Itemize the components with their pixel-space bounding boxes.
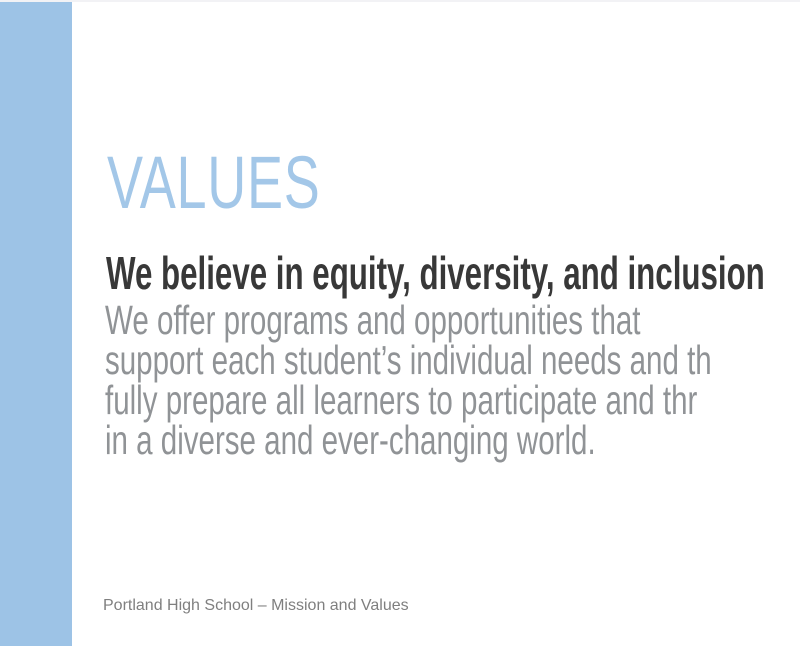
slide-top-edge [0,0,800,2]
accent-bar [0,2,72,646]
body-line: fully prepare all learners to participate and thr [105,377,698,423]
body-line: support each student’s individual needs and th [105,337,712,383]
slide-footer: Portland High School – Mission and Values [103,597,409,614]
body-text [105,297,712,463]
slide-title: VALUES [107,141,321,224]
body-line: We offer programs and opportunities that [105,297,641,343]
body-line: in a diverse and ever-changing world. [105,417,596,463]
slide-heading: We believe in equity, diversity, and inclusion [106,247,765,299]
